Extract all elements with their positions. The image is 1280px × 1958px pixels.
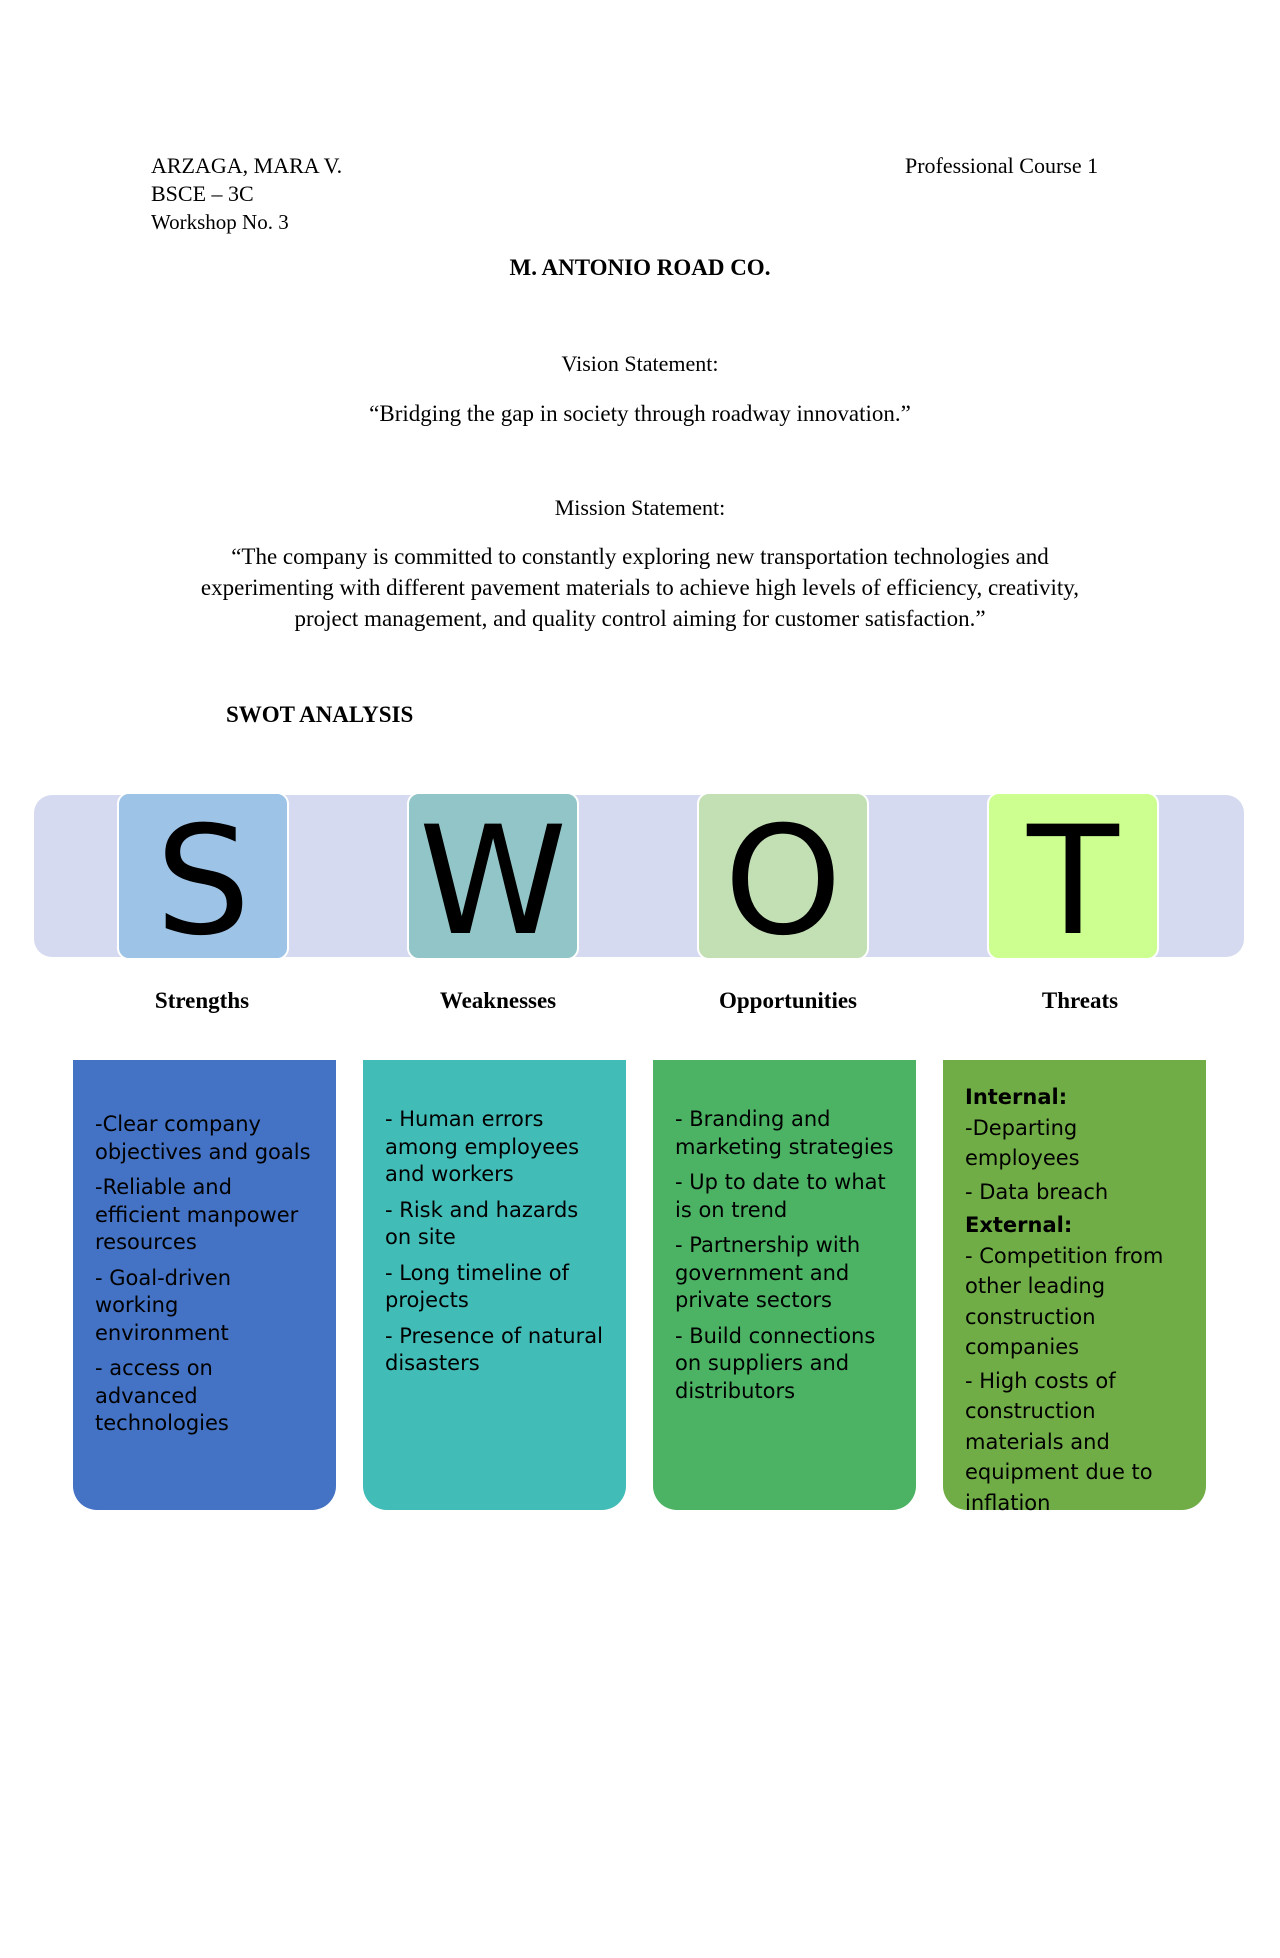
vision-label: Vision Statement: xyxy=(561,351,719,376)
mission-label: Mission Statement: xyxy=(554,495,726,520)
opportunities-card xyxy=(653,1060,916,1510)
threats-card xyxy=(943,1060,1206,1515)
opportunity-item: - Up to date to what is on trend xyxy=(675,1170,886,1222)
threat-item: - Competition from other leading construction companies xyxy=(965,1243,1164,1359)
swot-tile-s: S xyxy=(117,792,289,960)
course-name: Professional Course 1 xyxy=(905,153,1099,178)
swot-heading: SWOT ANALYSIS xyxy=(226,702,414,727)
weakness-item: - Risk and hazards on site xyxy=(385,1197,579,1249)
weakness-item: - Long timeline of projects xyxy=(385,1260,570,1312)
strength-item: -Reliable and efficient manpower resources xyxy=(95,1175,299,1254)
mission-line: project management, and quality control aiming for customer satisfaction.” xyxy=(294,606,986,631)
threat-item: -Departing employees xyxy=(965,1115,1080,1170)
opportunity-item: - Build connections on suppliers and distributors xyxy=(675,1323,876,1403)
swot-tile-t: T xyxy=(987,792,1159,960)
strengths-card xyxy=(73,1060,336,1510)
strength-item: - Goal-driven working environment xyxy=(95,1265,232,1345)
opportunity-item: - Partnership with government and private sectors xyxy=(675,1233,861,1312)
strengths-heading: Strengths xyxy=(154,988,250,1013)
weakness-item: - Presence of natural disasters xyxy=(385,1323,603,1375)
swot-tile-o: O xyxy=(697,792,869,960)
threats-heading: Threats xyxy=(1041,988,1119,1013)
mission-line: experimenting with different pavement materials to achieve high levels of efficiency, creativity, xyxy=(200,575,1080,600)
mission-line: “The company is committed to constantly exploring new transportation technologies and xyxy=(231,544,1049,569)
threat-item: - Data breach xyxy=(965,1179,1109,1204)
vision-text: “Bridging the gap in society through roadway innovation.” xyxy=(369,401,911,426)
section: BSCE – 3C xyxy=(151,181,254,206)
weaknesses-card xyxy=(363,1060,626,1510)
weakness-item: - Human errors among employees and workers xyxy=(385,1107,580,1186)
mission-text xyxy=(0,541,1280,634)
student-name: ARZAGA, MARA V. xyxy=(151,153,343,178)
weaknesses-heading: Weaknesses xyxy=(439,988,557,1013)
workshop-number: Workshop No. 3 xyxy=(151,210,289,234)
company-name: M. ANTONIO ROAD CO. xyxy=(509,255,771,280)
internal-label: Internal: xyxy=(965,1085,1068,1109)
swot-tile-w: W xyxy=(407,792,579,960)
opportunity-item: - Branding and marketing strategies xyxy=(675,1107,894,1159)
opportunities-heading: Opportunities xyxy=(718,988,858,1013)
external-label: External: xyxy=(965,1213,1073,1237)
strength-item: - access on advanced technologies xyxy=(95,1356,229,1435)
threat-item: - High costs of construction materials and equipment due to inflation xyxy=(965,1368,1153,1515)
strength-item: -Clear company objectives and goals xyxy=(95,1112,311,1164)
